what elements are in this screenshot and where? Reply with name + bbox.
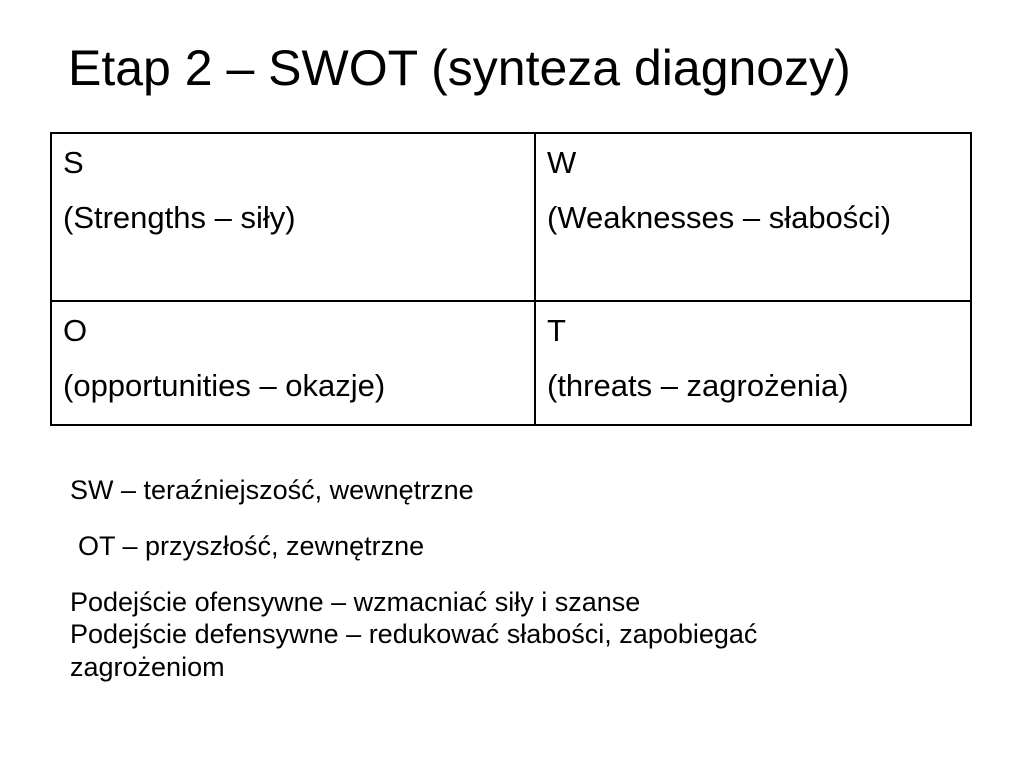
threats-description: (threats – zagrożenia) bbox=[547, 367, 849, 403]
defensive-approach-line2: zagrożeniom bbox=[70, 651, 225, 682]
slide-title: Etap 2 – SWOT (synteza diagnozy) bbox=[68, 40, 851, 96]
swot-cell-threats bbox=[535, 301, 971, 425]
strengths-description: (Strengths – siły) bbox=[63, 199, 296, 235]
defensive-approach-line1: Podejście defensywne – redukować słabości, zapobiegać bbox=[70, 619, 758, 650]
note-sw-internal: SW – teraźniejszość, wewnętrzne bbox=[70, 475, 474, 505]
approaches-block bbox=[70, 586, 757, 683]
weaknesses-description: (Weaknesses – słabości) bbox=[547, 199, 892, 235]
swot-row-external bbox=[51, 301, 971, 425]
strengths-letter: S bbox=[63, 145, 84, 180]
swot-cell-strengths bbox=[51, 133, 535, 301]
note-ot-external: OT – przyszłość, zewnętrzne bbox=[78, 531, 425, 561]
swot-cell-opportunities bbox=[51, 301, 535, 425]
offensive-approach: Podejście ofensywne – wzmacniać siły i szanse bbox=[70, 587, 641, 617]
threats-letter: T bbox=[547, 313, 566, 348]
opportunities-letter: O bbox=[63, 313, 88, 348]
opportunities-description: (opportunities – okazje) bbox=[63, 367, 386, 403]
weaknesses-letter: W bbox=[547, 145, 577, 180]
swot-table bbox=[50, 132, 972, 426]
swot-cell-weaknesses bbox=[535, 133, 971, 301]
swot-row-internal bbox=[51, 133, 971, 301]
